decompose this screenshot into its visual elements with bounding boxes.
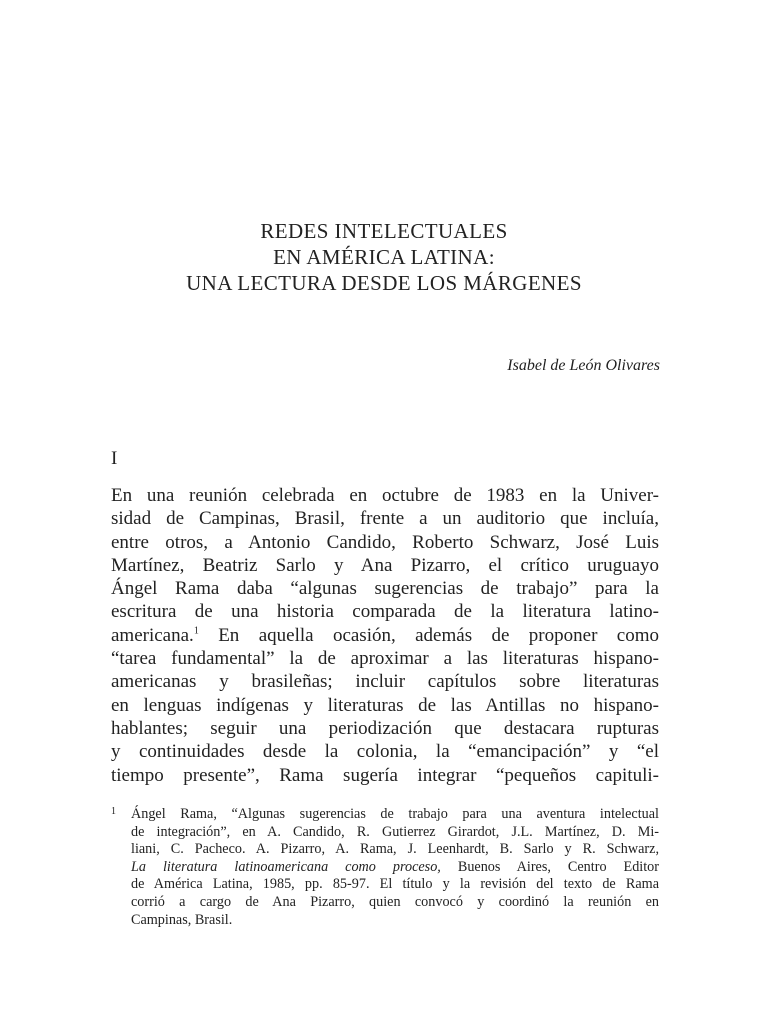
footnote-line-7: Campinas, Brasil.	[131, 911, 233, 928]
body-line-2: sidad de Campinas, Brasil, frente a un auditorio que incluía,	[111, 508, 659, 530]
body-line-10: en lenguas indígenas y literaturas de las Antillas no hispano-	[111, 694, 659, 716]
title-line-2: EN AMÉRICA LATINA:	[273, 245, 495, 269]
body-line-8: “tarea fundamental” la de aproximar a las literaturas hispano-	[111, 648, 659, 670]
footnote-line-3: liani, C. Pacheco. A. Pizarro, A. Rama, J. Leenhardt, B. Sarlo y R. Schwarz,	[131, 841, 659, 858]
title-line-3: UNA LECTURA DESDE LOS MÁRGENES	[186, 271, 582, 295]
footnote-line-4-end: Buenos Aires, Centro Editor	[457, 858, 660, 875]
body-line-9: americanas y brasileñas; incluir capítulos sobre literaturas	[111, 671, 659, 693]
footnote-text	[131, 806, 659, 929]
body-line-13: tiempo presente”, Rama sugería integrar “pequeños capituli-	[111, 764, 659, 786]
body-line-5: Ángel Rama daba “algunas sugerencias de trabajo” para la	[111, 578, 659, 600]
body-line-7-start: americana.	[111, 624, 194, 646]
footnote-line-4	[131, 859, 659, 877]
article-title	[0, 218, 768, 296]
body-line-12: y continuidades desde la colonia, la “emancipación” y “el	[111, 741, 659, 763]
body-line-7-end: En aquella ocasión, además de proponer como	[218, 624, 659, 646]
footnote-line-6: corrió a cargo de Ana Pizarro, quien convocó y coordinó la reunión en	[131, 893, 659, 910]
body-line-1: En una reunión celebrada en octubre de 1983 en la Univer-	[111, 485, 659, 506]
body-line-3: entre otros, a Antonio Candido, Roberto Schwarz, José Luis	[111, 531, 659, 553]
body-line-11: hablantes; seguir una periodización que destacara rupturas	[111, 717, 659, 739]
title-line-1: REDES INTELECTUALES	[260, 219, 508, 243]
body-paragraph	[111, 484, 659, 787]
body-line-7	[111, 624, 659, 647]
footnote	[111, 806, 659, 929]
footnote-line-5: de América Latina, 1985, pp. 85-97. El título y la revisión del texto de Rama	[131, 876, 659, 893]
body-line-4: Martínez, Beatriz Sarlo y Ana Pizarro, el crítico uruguayo	[111, 554, 659, 576]
book-title: La literatura latinoamericana como proceso,	[131, 858, 441, 875]
footnote-marker: 1	[111, 806, 116, 817]
section-number: I	[111, 448, 118, 469]
body-line-6: escritura de una historia comparada de la literatura latino-	[111, 601, 659, 623]
footnote-line-2: de integración”, en A. Candido, R. Gutierrez Girardot, J.L. Martínez, D. Mi-	[131, 823, 659, 840]
footnote-line-1: Ángel Rama, “Algunas sugerencias de trabajo para una aventura intelectual	[131, 806, 659, 822]
footnote-reference[interactable]: 1	[193, 625, 199, 637]
author-name: Isabel de León Olivares	[507, 357, 660, 374]
